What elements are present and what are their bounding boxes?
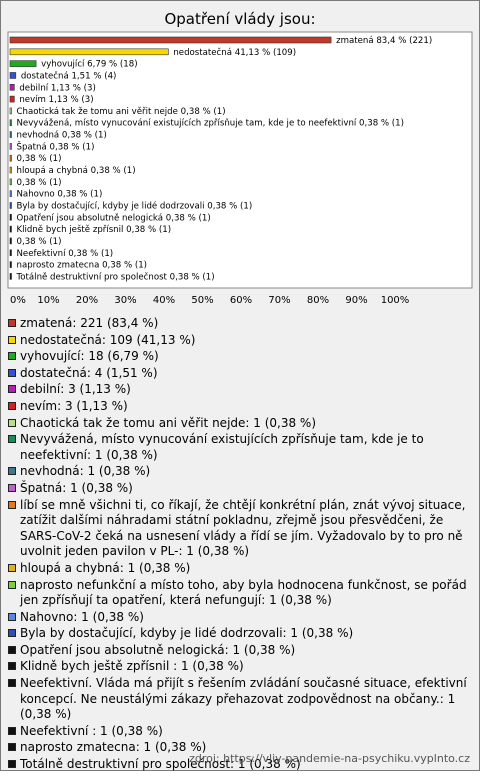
x-tick-label: 0% (10, 295, 26, 306)
x-tick-labels (10, 295, 409, 306)
legend-label: zmatená: 221 (83,4 %) (20, 316, 159, 330)
legend-label: Špatná: 1 (0,38 %) (20, 480, 133, 495)
legend-item (8, 676, 470, 723)
legend-item (8, 432, 470, 463)
bar-9 (10, 143, 12, 149)
legend-swatch (8, 646, 16, 654)
legend-label: Klidně bych ještě zpřísnil : 1 (0,38 %) (20, 659, 244, 674)
legend-swatch (8, 662, 16, 670)
legend-item (8, 498, 470, 560)
legend-swatch (8, 435, 16, 443)
legend-item (8, 626, 470, 642)
legend-swatch (8, 727, 16, 735)
legend-label: vyhovující: 18 (6,79 %) (20, 349, 159, 364)
x-tick-label: 60% (229, 295, 253, 306)
legend-label: nevhodná: 1 (0,38 %) (20, 464, 151, 479)
bar-label-0: zmatená 83,4 % (221) (336, 36, 433, 46)
bar-12 (10, 179, 12, 185)
legend-swatch (8, 319, 16, 327)
legend-label: debilní: 3 (1,13 %) (20, 382, 131, 397)
legend-item (8, 578, 470, 609)
x-tick-label: 30% (114, 295, 137, 306)
bar-chart (0, 0, 480, 315)
legend-label: dostatečná: 4 (1,51 %) (20, 365, 158, 380)
legend-label: Totálně destruktivní pro společnost: 1 (0,38 %) (20, 757, 301, 772)
legend-item (8, 316, 470, 332)
bar-8 (10, 132, 12, 138)
source-footer: zdroj: https://vliv-pandemie-na-psychiku.vyplnto.cz (189, 752, 470, 765)
x-tick-label: 100% (380, 295, 410, 306)
x-tick-label: 80% (306, 295, 330, 306)
legend-item (8, 561, 470, 577)
bar-2 (10, 61, 36, 67)
legend-item (8, 724, 470, 740)
legend-swatch (8, 385, 16, 393)
bar-3 (10, 72, 16, 78)
legend-item (8, 464, 470, 480)
legend-item (8, 399, 470, 415)
bar-label-18: Neefektivní 0,38 % (1) (16, 248, 114, 259)
legend-label: Neefektivní : 1 (0,38 %) (20, 723, 163, 738)
bar-11 (10, 167, 12, 173)
bar-6 (10, 108, 12, 114)
bar-label-14: Byla by dostačující, kdyby je lidé dodrzovali 0,38 % (1) (16, 201, 253, 212)
legend-item (8, 349, 470, 365)
bar-label-20: Totálně destruktivní pro společnost 0,38 % (1) (16, 272, 215, 283)
bar-5 (10, 96, 14, 102)
legend-label: hloupá a chybná: 1 (0,38 %) (20, 560, 191, 575)
legend-label: Neefektivní. Vláda má přijít s řešením zvládání současné situace, efektivní koncepcí. Ne neustálými zákazy přehazovat zodpovědnost na občany.: 1 (0,38 %) (20, 676, 467, 722)
legend-swatch (8, 352, 16, 360)
bar-20 (10, 273, 12, 279)
bar-label-15: Opatření jsou absolutně nelogická 0,38 % (1) (16, 213, 211, 224)
legend-label: Nahovno: 1 (0,38 %) (20, 609, 144, 624)
bar-17 (10, 238, 12, 244)
legend-swatch (8, 484, 16, 492)
bar-7 (10, 120, 12, 126)
bar-label-6: Chaotická tak že tomu ani věřit nejde 0,38 % (1) (16, 106, 226, 117)
x-tick-label: 90% (345, 295, 368, 306)
bar-10 (10, 155, 12, 161)
legend-swatch (8, 467, 16, 475)
legend-label: Byla by dostačující, kdyby je lidé dodrzovali: 1 (0,38 %) (20, 626, 354, 641)
x-tick-label: 40% (152, 295, 176, 306)
legend-swatch (8, 419, 16, 427)
x-tick-label: 20% (75, 295, 99, 306)
bar-4 (10, 84, 14, 90)
legend-label: naprosto nefunkční a místo toho, aby byla hodnocena funkčnost, se pořád jen zpřísňují ta opatření, která nefungují: 1 (0,38 %) (20, 577, 467, 608)
bar-label-11: hloupá a chybná 0,38 % (1) (16, 166, 136, 177)
legend-item (8, 366, 470, 382)
legend-item (8, 610, 470, 626)
legend-label: nedostatečná: 109 (41,13 %) (20, 332, 196, 347)
bar-label-5: nevím 1,13 % (3) (19, 95, 94, 106)
bar-label-19: naprosto zmatecna 0,38 % (1) (16, 260, 148, 271)
legend-label: naprosto zmatecna: 1 (0,38 %) (20, 740, 207, 755)
x-tick-label: 70% (268, 295, 291, 306)
x-tick-label: 50% (191, 295, 214, 306)
legend-item (8, 333, 470, 349)
legend-swatch (8, 581, 16, 589)
bar-label-1: nedostatečná 41,13 % (109) (173, 47, 297, 58)
legend-swatch (8, 760, 16, 768)
bar-18 (10, 250, 12, 256)
legend-swatch (8, 501, 16, 509)
legend-item (8, 416, 470, 432)
legend-swatch (8, 613, 16, 621)
chart-title: Opatření vlády jsou: (164, 10, 316, 28)
legend-item (8, 481, 470, 497)
legend-item (8, 659, 470, 675)
legend-label: Chaotická tak že tomu ani věřit nejde: 1 (0,38 %) (20, 415, 317, 430)
bar-label-12: 0,38 % (1) (16, 177, 62, 188)
x-tick-label: 10% (37, 295, 60, 306)
bar-label-16: Klidně bych ještě zpřísnil 0,38 % (1) (16, 225, 172, 236)
legend-swatch (8, 336, 16, 344)
chart-legend (8, 316, 470, 774)
bar-15 (10, 214, 12, 220)
bar-label-17: 0,38 % (1) (16, 236, 62, 247)
bar-13 (10, 191, 12, 197)
legend-item (8, 382, 470, 398)
bar-label-13: Nahovno 0,38 % (1) (16, 189, 103, 200)
bar-19 (10, 262, 12, 268)
bar-1 (10, 49, 168, 55)
bar-14 (10, 202, 12, 208)
bar-label-8: nevhodná 0,38 % (1) (16, 130, 107, 141)
bar-0 (10, 37, 331, 43)
legend-swatch (8, 743, 16, 751)
bar-label-7: Nevyvážená, místo vynucování existujících zpřísňuje tam, kde je to neefektivní 0,38 % (1) (16, 118, 404, 129)
bar-label-3: dostatečná 1,51 % (4) (20, 71, 117, 82)
bar-label-9: Špatná 0,38 % (1) (16, 142, 95, 153)
legend-label: nevím: 3 (1,13 %) (20, 398, 128, 413)
legend-label: Nevyvážená, místo vynucování existujících zpřísňuje tam, kde je to neefektivní: 1 (0,38 %) (20, 432, 424, 462)
legend-label: líbí se mně všichni ti, co říkají, že chtějí konkrétní plán, znát vývoj situace, zatížit dalšími náhradami státní pokladnu, zřejmě jsou přesvědčeni, že SARS-CoV-2 čeká na usnesení vlády a řídí se jím. Vyžadovalo by to pro ně uvolnit jeden pavilon v PL-: 1 (0,38 %) (20, 497, 466, 559)
legend-swatch (8, 564, 16, 572)
bar-label-2: vyhovující 6,79 % (18) (41, 59, 138, 70)
bar-label-10: 0,38 % (1) (16, 154, 62, 165)
legend-swatch (8, 402, 16, 410)
legend-item (8, 643, 470, 659)
legend-swatch (8, 629, 16, 637)
bar-16 (10, 226, 12, 232)
legend-swatch (8, 369, 16, 377)
bar-label-4: debilní 1,13 % (3) (19, 83, 96, 94)
legend-label: Opatření jsou absolutně nelogická: 1 (0,38 %) (20, 642, 296, 657)
legend-swatch (8, 679, 16, 687)
